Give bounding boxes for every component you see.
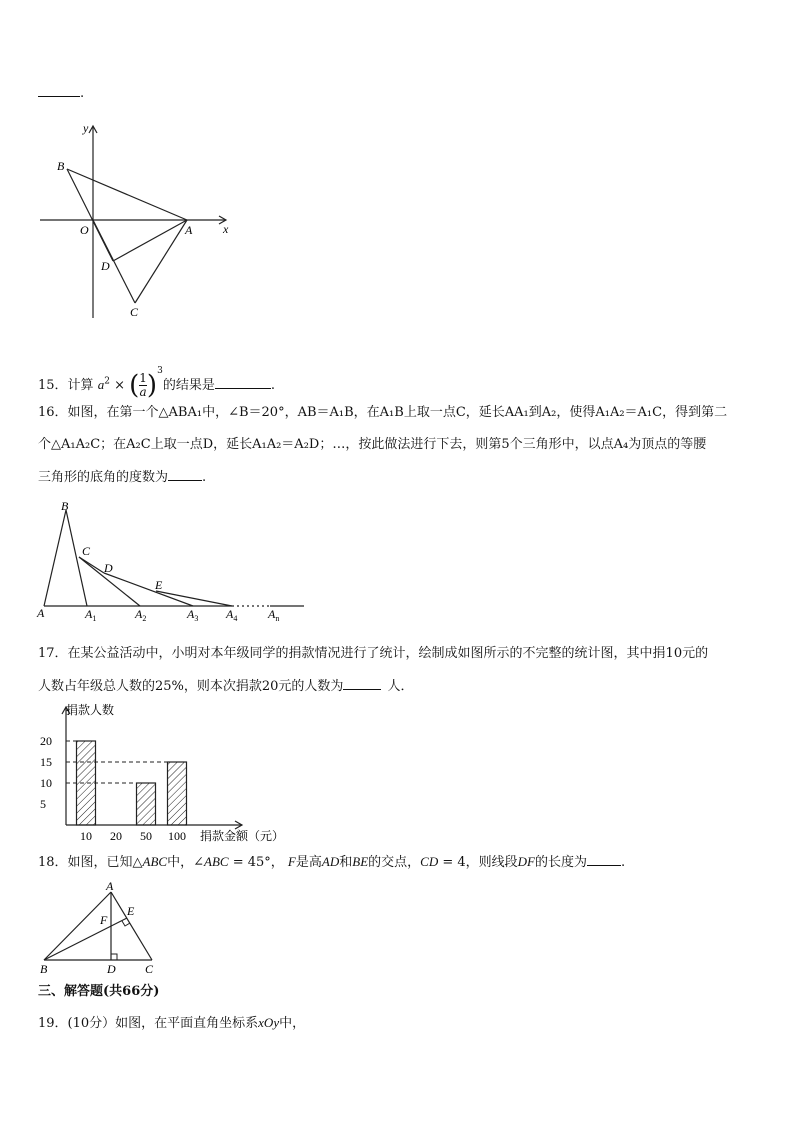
label-A: A [106, 879, 114, 893]
figure-16-triangle-sequence [34, 497, 314, 625]
answer-blank [215, 376, 271, 389]
q18-mid2: 是高 [295, 855, 322, 870]
y-tick-label: 5 [40, 797, 46, 811]
question-16-line-3 [38, 468, 206, 487]
label-E: E [127, 904, 135, 918]
bar-50 [137, 783, 156, 825]
label-E: E [155, 578, 163, 592]
q18-cd-value: = 4，则线段 [438, 855, 518, 870]
answer-blank [343, 677, 381, 690]
y-axis-title: 捐款人数 [66, 703, 115, 717]
question-16-line-1: 16．如图，在第一个△ABA₁中，∠B＝20°，AB＝A₁B，在A₁B上取一点C，延长AA₁到A₂，使得A₁A₂＝A₁C，得到第二 [38, 405, 728, 420]
period: . [270, 378, 275, 393]
y-tick-label: 10 [40, 776, 52, 790]
label-An: $A_n$ [268, 607, 280, 623]
q19-coordinate-system: xOy [258, 1015, 280, 1030]
x-tick-label: 100 [168, 829, 186, 843]
figure-14-coordinate-diagram [38, 120, 238, 325]
label-B: B [61, 499, 69, 513]
y-tick-label: 15 [40, 755, 52, 769]
q15-times: × [114, 378, 125, 393]
q18-AD: AD [321, 854, 340, 869]
question-16-line-2: 个△A₁A₂C；在A₂C上取一点D，延长A₁A₂＝A₂D；…，按此做法进行下去，则第5个三角形中，以点A₄为顶点的等腰 [38, 437, 707, 452]
figure-18-triangle [36, 878, 166, 976]
bar-100 [168, 762, 187, 825]
q15-left-paren: ( [129, 370, 140, 401]
segment-CA [135, 220, 187, 303]
q15-right-paren: ) [146, 370, 158, 401]
q18-prefix: 18．如图，已知△ [38, 855, 143, 870]
right-angle-D [111, 954, 117, 960]
label-C: C [82, 544, 91, 558]
q17-line2-text: 人数占年级总人数的25%，则本次捐款20元的人数为 [38, 679, 344, 694]
q15-fraction-numerator: 1 [139, 371, 147, 385]
label-A4: $A_4$ [226, 607, 238, 623]
period: . [80, 86, 85, 101]
label-A: A [185, 223, 193, 237]
label-A3: $A_3$ [187, 607, 199, 623]
q15-base-a: a [97, 377, 105, 392]
label-A2: $A_2$ [135, 607, 147, 623]
period: . [621, 855, 626, 870]
q18-F: F [287, 854, 296, 869]
q18-angle-value: = 45°， [228, 855, 284, 870]
q17-line2-end: 人． [387, 679, 414, 694]
donation-bar-chart [34, 700, 304, 846]
q15-suffix: 的结果是 [162, 378, 215, 393]
q15-fraction [139, 372, 147, 399]
q15-exponent-3: 3 [157, 366, 163, 376]
question-17-line-2 [38, 677, 413, 696]
label-y: y [83, 121, 89, 135]
label-D: D [101, 259, 110, 273]
bar-10 [77, 741, 96, 825]
x-tick-label: 50 [140, 829, 152, 843]
question-18 [38, 853, 625, 872]
q14-answer-line [38, 84, 84, 103]
q19-prefix: 19．(10分）如图，在平面直角坐标系 [38, 1016, 259, 1031]
segment-AB [44, 510, 66, 606]
q15-fraction-denominator: a [139, 385, 147, 399]
segment-CD [79, 557, 104, 573]
segment-DA3 [104, 573, 193, 606]
label-B: B [57, 159, 65, 173]
segment-BA1 [66, 510, 87, 606]
answer-blank [587, 853, 621, 866]
label-D: D [104, 561, 113, 575]
q18-and: 和 [339, 855, 353, 870]
x-axis-title: 捐款金额（元） [200, 829, 285, 843]
label-A1: $A_1$ [85, 607, 97, 623]
segment-EA4 [156, 591, 232, 606]
answer-blank [168, 468, 202, 481]
label-x: x [223, 222, 229, 236]
label-C: C [130, 305, 139, 319]
q18-mid3: 的交点， [368, 855, 421, 870]
answer-blank [38, 84, 80, 97]
period: . [202, 470, 207, 485]
q18-BE: BE [352, 854, 369, 869]
q18-mid4: 的长度为 [535, 855, 588, 870]
q15-exponent-2: 2 [104, 376, 110, 387]
section-3-heading: 三、解答题(共66分) [38, 984, 160, 999]
question-15 [38, 356, 275, 401]
segment-BA [67, 169, 187, 220]
x-tick-label: 20 [110, 829, 122, 843]
question-17-line-1: 17．在某公益活动中，小明对本年级同学的捐款情况进行了统计，绘制成如图所示的不完整的统计图，其中捐10元的 [38, 646, 709, 661]
q15-prefix: 计算 [67, 378, 94, 393]
q18-CD: CD [420, 854, 439, 869]
y-tick-label: 20 [40, 734, 52, 748]
q16-line3-text: 三角形的底角的度数为 [38, 470, 169, 485]
label-A: A [37, 606, 45, 620]
q19-suffix: 中， [279, 1016, 306, 1031]
q15-number: 15． [38, 378, 68, 393]
question-19 [38, 1014, 305, 1033]
label-O: O [80, 223, 89, 237]
q18-mid1: 中，∠ [167, 855, 205, 870]
q18-triangle-name: ABC [142, 854, 168, 869]
q18-DF: DF [517, 854, 535, 869]
label-F: F [100, 913, 108, 927]
label-B: B [40, 962, 48, 976]
label-C: C [145, 962, 154, 976]
segment-AC [111, 892, 152, 960]
q18-angle-name: ABC [204, 854, 229, 869]
segment-DA [113, 220, 187, 261]
segment-OC [93, 220, 135, 303]
label-D: D [107, 962, 116, 976]
x-tick-label: 10 [80, 829, 92, 843]
